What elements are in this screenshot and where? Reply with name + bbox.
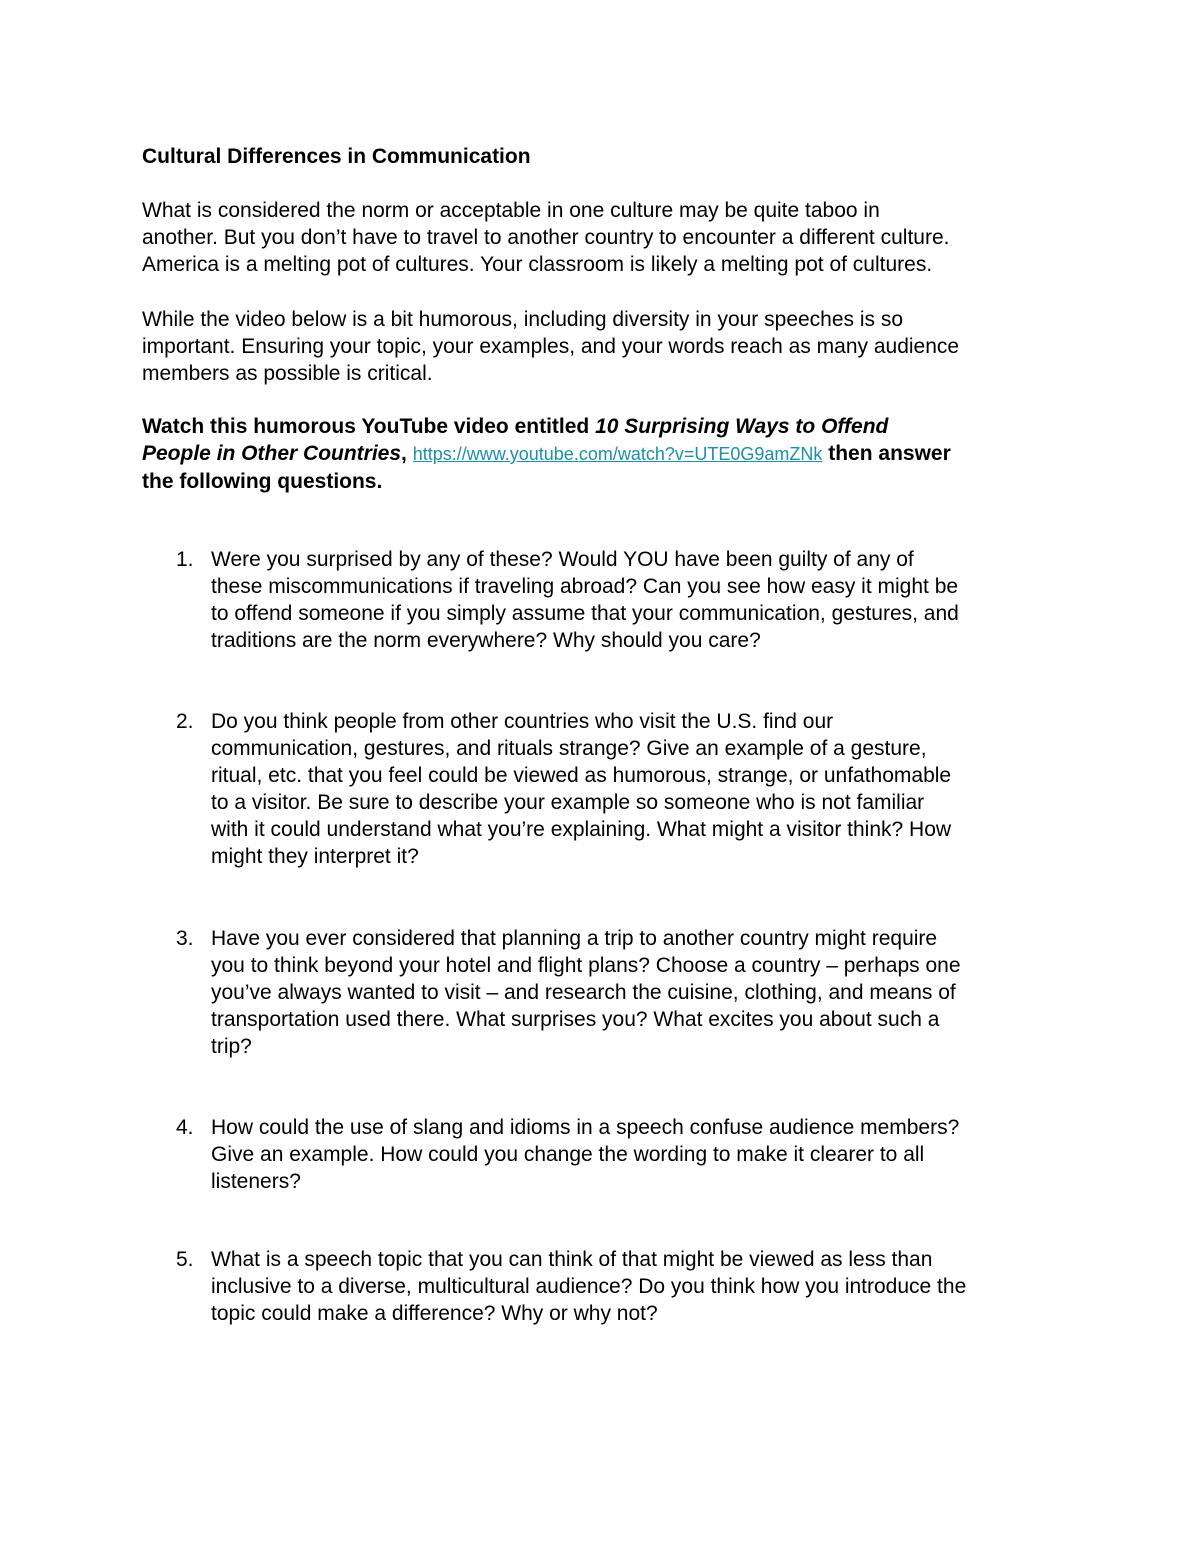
question-line: traditions are the norm everywhere? Why should you care? bbox=[211, 629, 761, 652]
question-line: What is a speech topic that you can think of that might be viewed as less than bbox=[211, 1248, 933, 1271]
question-line: ritual, etc. that you feel could be viewed as humorous, strange, or unfathomable bbox=[211, 764, 952, 787]
question-number: 4. bbox=[176, 1116, 194, 1139]
question-line: with it could understand what you’re explaining. What might a visitor think? How bbox=[211, 818, 952, 841]
question-line: transportation used there. What surprises you? What excites you about such a bbox=[211, 1008, 940, 1031]
instruction-comma: , bbox=[401, 442, 407, 465]
question-text bbox=[211, 546, 959, 654]
video-paragraph-line: members as possible is critical. bbox=[142, 362, 433, 385]
question-text bbox=[211, 708, 951, 870]
instruction-line-2 bbox=[142, 440, 1082, 468]
question-line: Do you think people from other countries who visit the U.S. find our bbox=[211, 710, 834, 733]
youtube-video-link[interactable]: https://www.youtube.com/watch?v=UTE0G9amZNk bbox=[412, 444, 823, 464]
video-title-part1: 10 Surprising Ways to Offend bbox=[595, 415, 889, 438]
question-line: Have you ever considered that planning a trip to another country might require bbox=[211, 927, 938, 950]
question-text bbox=[211, 1246, 966, 1327]
intro-paragraph bbox=[142, 197, 1082, 278]
question-line: might they interpret it? bbox=[211, 845, 419, 868]
question-line: to a visitor. Be sure to describe your example so someone who is not familiar bbox=[211, 791, 925, 814]
question-line: topic could make a difference? Why or why not? bbox=[211, 1302, 658, 1325]
question-line: How could the use of slang and idioms in a speech confuse audience members? bbox=[211, 1116, 960, 1139]
question-line: you to think beyond your hotel and flight plans? Choose a country – perhaps one bbox=[211, 954, 961, 977]
question-text bbox=[211, 925, 961, 1060]
intro-line: What is considered the norm or acceptable in one culture may be quite taboo in bbox=[142, 199, 880, 222]
video-paragraph bbox=[142, 306, 1082, 387]
question-text bbox=[211, 1114, 959, 1195]
question-line: you’ve always wanted to visit – and research the cuisine, clothing, and means of bbox=[211, 981, 956, 1004]
document-title: Cultural Differences in Communication bbox=[142, 145, 531, 168]
question-line: communication, gestures, and rituals strange? Give an example of a gesture, bbox=[211, 737, 927, 760]
question-line: these miscommunications if traveling abroad? Can you see how easy it might be bbox=[211, 575, 959, 598]
video-paragraph-line: While the video below is a bit humorous, including diversity in your speeches is so bbox=[142, 308, 904, 331]
video-title-part2: People in Other Countries bbox=[142, 442, 402, 465]
video-paragraph-line: important. Ensuring your topic, your examples, and your words reach as many audience bbox=[142, 335, 960, 358]
intro-line: another. But you don’t have to travel to another country to encounter a different culture. bbox=[142, 226, 950, 249]
intro-line: America is a melting pot of cultures. Your classroom is likely a melting pot of cultures. bbox=[142, 253, 933, 276]
question-number: 1. bbox=[176, 548, 194, 571]
instruction-paragraph bbox=[142, 413, 1082, 495]
question-number: 5. bbox=[176, 1248, 194, 1271]
question-line: inclusive to a diverse, multicultural audience? Do you think how you introduce the bbox=[211, 1275, 967, 1298]
instruction-lead: Watch this humorous YouTube video entitled bbox=[142, 415, 596, 438]
instruction-line-1 bbox=[142, 413, 1082, 440]
question-line: Were you surprised by any of these? Would YOU have been guilty of any of bbox=[211, 548, 914, 571]
question-number: 2. bbox=[176, 710, 194, 733]
instruction-line-3: the following questions. bbox=[142, 470, 383, 493]
question-line: to offend someone if you simply assume that your communication, gestures, and bbox=[211, 602, 959, 625]
question-line: trip? bbox=[211, 1035, 252, 1058]
question-line: listeners? bbox=[211, 1170, 301, 1193]
question-line: Give an example. How could you change the wording to make it clearer to all bbox=[211, 1143, 925, 1166]
question-number: 3. bbox=[176, 927, 194, 950]
instruction-tail: then answer bbox=[822, 442, 951, 465]
